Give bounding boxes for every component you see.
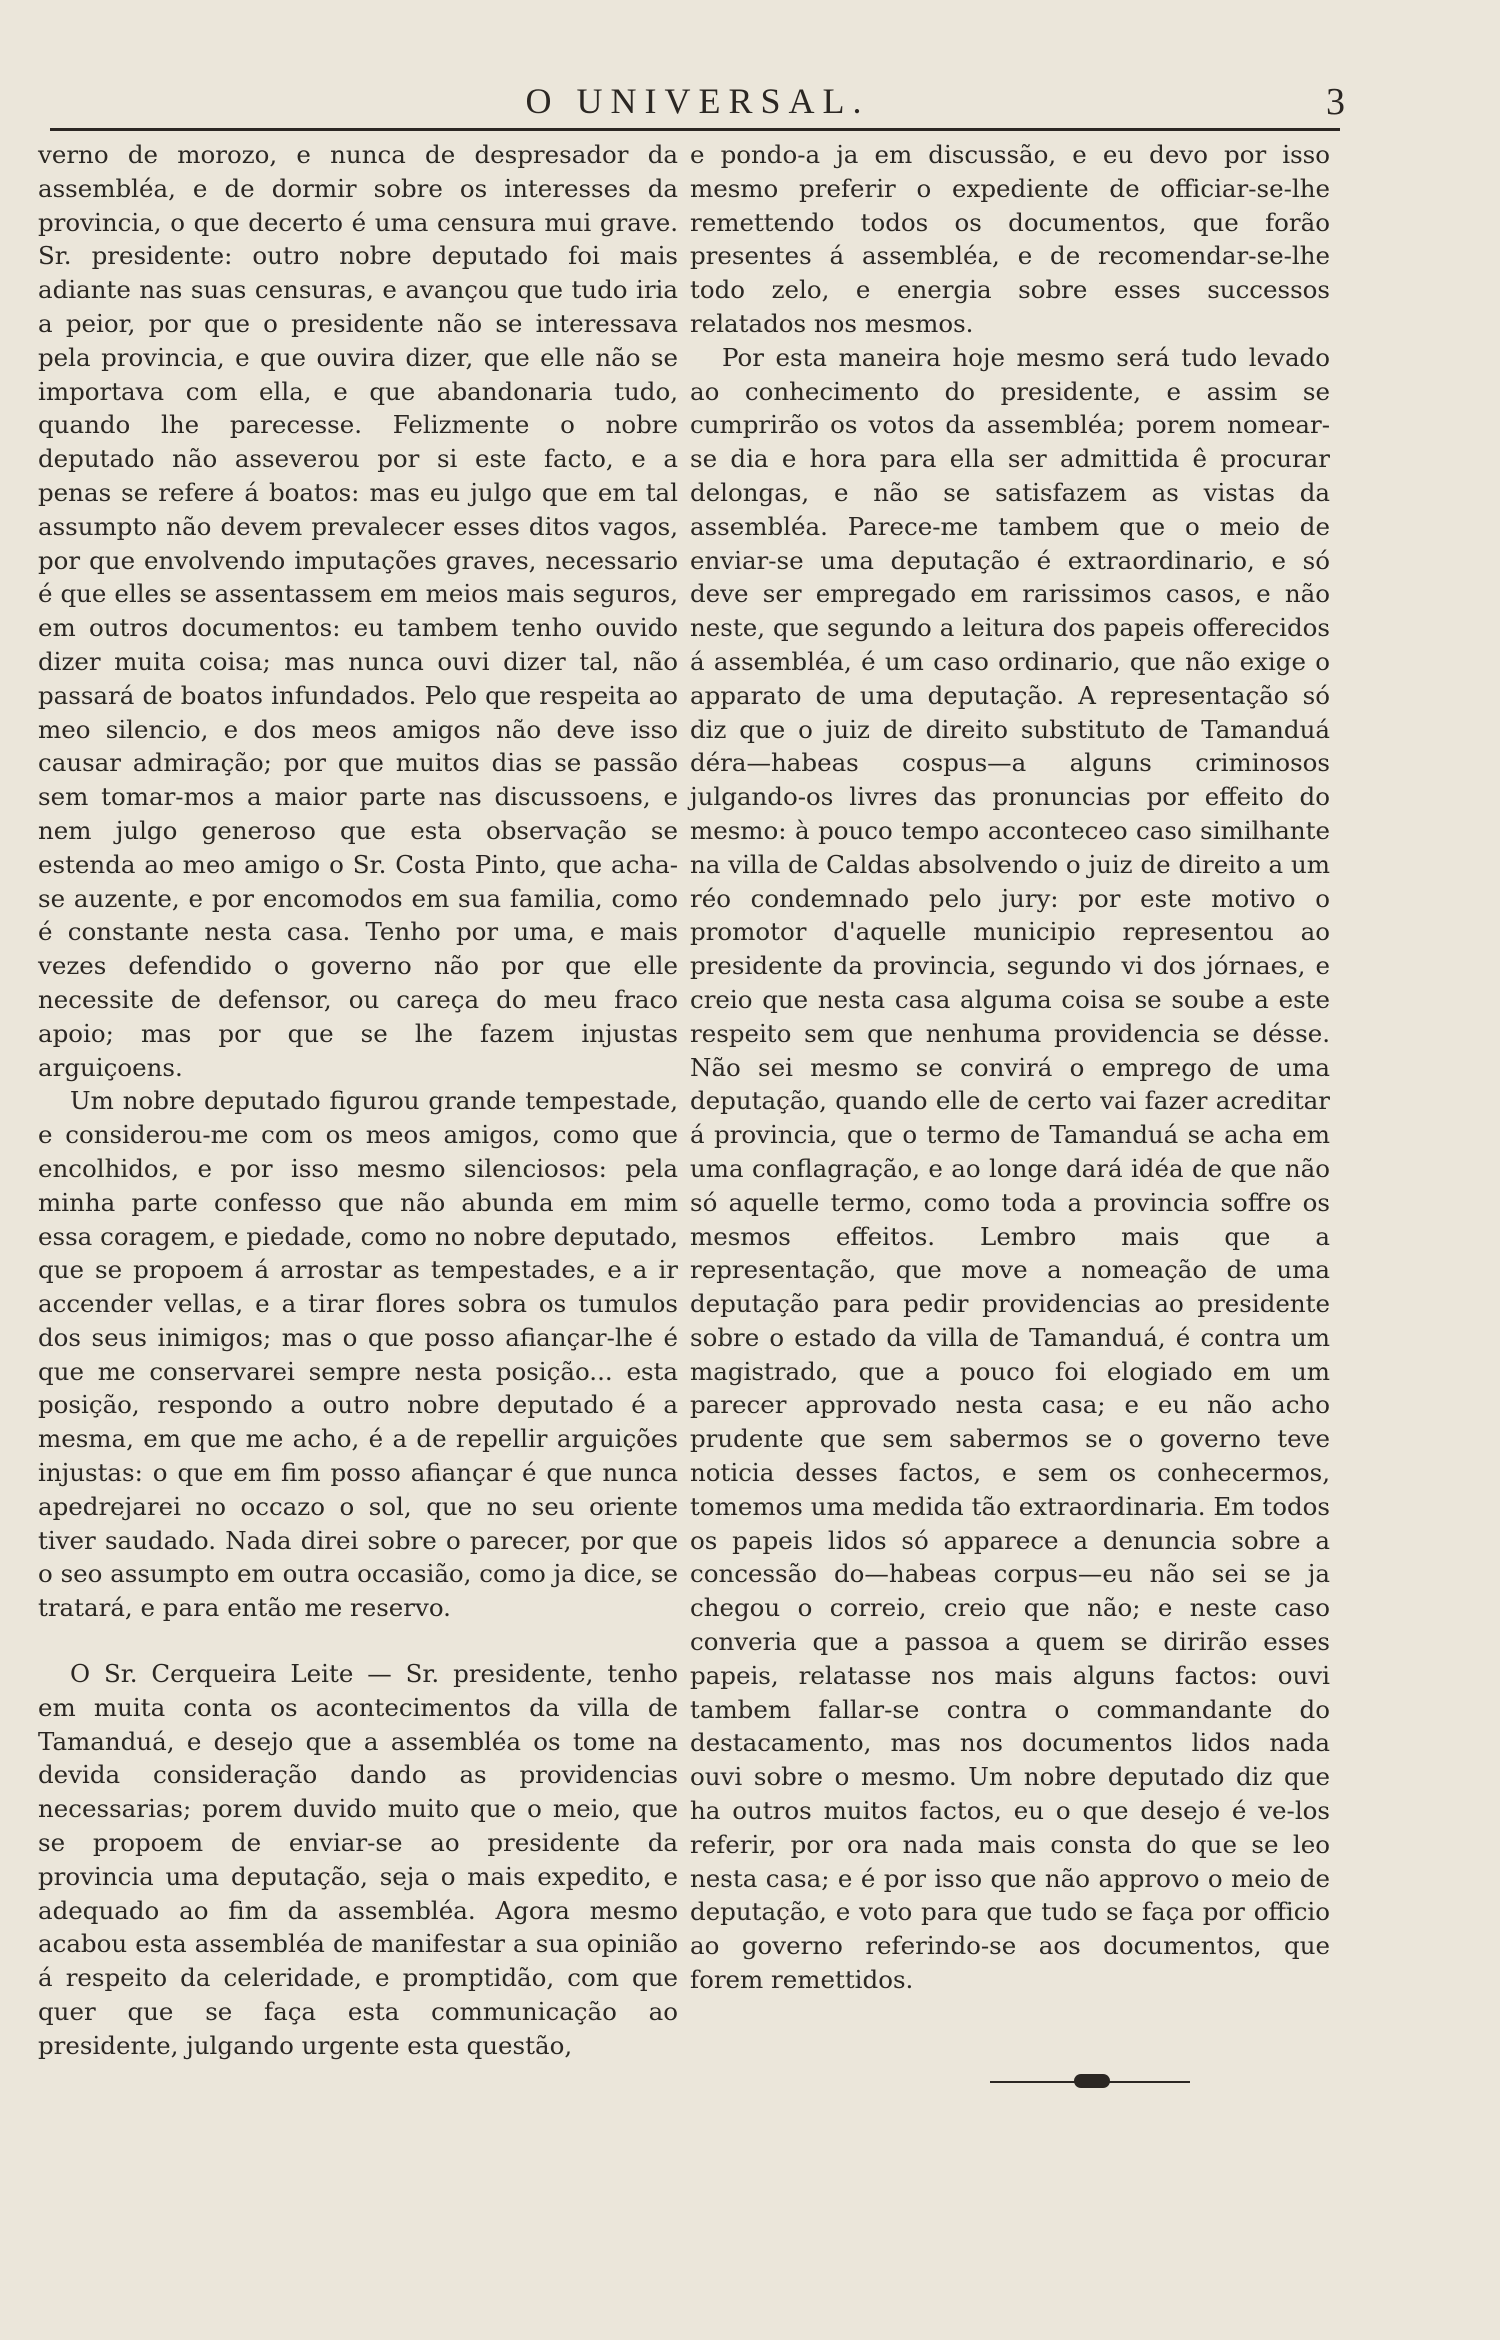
end-ornament: [990, 2072, 1190, 2092]
header-rule: [50, 128, 1340, 131]
paragraph: Um nobre deputado figurou grande tempestade, e considerou-me com os meos amigos, como que encolhidos, e por isso mesmo silenciosos: pela minha parte confesso que não abunda em mim essa coragem, e piedade, como no nobre deputado, que se propoem á arrostar as tempestades, e a ir accender vellas, e a tirar flores sobra os tumulos dos seus inimigos; mas o que posso afiançar-lhe é que me conservarei sempre nesta posição... esta posição, respondo a outro nobre deputado é a mesma, em que me acho, é a de repellir arguições injustas: o que em fim posso afiançar é que nunca apedrejarei no occazo o sol, que no seu oriente tiver saudado. Nada direi sobre o parecer, por que o seo assumpto em outra occasião, como ja dice, se tratará, e para então me reservo.: [38, 1086, 678, 1623]
right-column: [690, 138, 1330, 1997]
paragraph: O Sr. Cerqueira Leite — Sr. presidente, tenho em muita conta os acontecimentos da villa de Tamanduá, e desejo que a assembléa os tome na devida consideração dando as providencias necessarias; porem duvido muito que o meio, que se propoem de enviar-se ao presidente da provincia uma deputação, seja o mais expedito, e adequado ao fim da assembléa. Agora mesmo acabou esta assembléa de manifestar a sua opinião á respeito da celeridade, e promptidão, com que quer que se faça esta communicação ao presidente, julgando urgente esta questão,: [38, 1659, 678, 2060]
paragraph: Por esta maneira hoje mesmo será tudo levado ao conhecimento do presidente, e assim se cumprirão os votos da assembléa; porem nomear-se dia e hora para ella ser admittida ê procurar delongas, e não se satisfazem as vistas da assembléa. Parece-me tambem que o meio de enviar-se uma deputação é extraordinario, e só deve ser empregado em rarissimos casos, e não neste, que segundo a leitura dos papeis offerecidos á assembléa, é um caso ordinario, que não exige o apparato de uma deputação. A representação só diz que o juiz de direito substituto de Tamanduá déra—habeas cospus—a alguns criminosos julgando-os livres das pronuncias por effeito do mesmo: à pouco tempo acconteceo caso similhante na villa de Caldas absolvendo o juiz de direito a um réo condemnado pelo jury: por este motivo o promotor d'aquelle municipio representou ao presidente da provincia, segundo vi dos jórnaes, e creio que nesta casa alguma coisa se soube a este respeito sem que nenhuma providencia se désse. Não sei mesmo se convirá o emprego de uma deputação, quando elle de certo vai fazer acreditar á provincia, que o termo de Tamanduá se acha em uma conflagração, e ao longe dará idéa de que não só aquelle termo, como toda a provincia soffre os mesmos effeitos. Lembro mais que a representação, que move a nomeação de uma deputação para pedir providencias ao presidente sobre o estado da villa de Tamanduá, é contra um magistrado, que a pouco foi elogiado em um parecer approvado nesta casa; e eu não acho prudente que sem sabermos se o governo teve noticia desses factos, e sem os conhecermos, tomemos uma medida tão extraordinaria. Em todos os papeis lidos só apparece a denuncia sobre a concessão do—habeas corpus—eu não sei se ja chegou o correio, creio que não; e neste caso converia que a passoa a quem se dirirão esses papeis, relatasse nos mais alguns factos: ouvi tambem fallar-se contra o commandante do destacamento, mas nos documentos lidos nada ouvi sobre o mesmo. Um nobre deputado diz que ha outros muitos factos, eu o que desejo é ve-los referir, por ora nada mais consta do que se leo nesta casa; e é por isso que não approvo o meio de deputação, e voto para que tudo se faça por officio ao governo referindo-se aos documentos, que forem remettidos.: [690, 342, 1330, 1995]
page-number: 3: [1326, 81, 1345, 123]
paragraph: e pondo-a ja em discussão, e eu devo por isso mesmo preferir o expediente de officiar-se-lhe remettendo todos os documentos, que forão presentes á assembléa, e de recomendar-se-lhe todo zelo, e energia sobre esses successos relatados nos mesmos.: [690, 140, 1330, 338]
left-column: [38, 138, 678, 2063]
newspaper-title: O UNIVERSAL.: [525, 81, 870, 121]
paragraph: verno de morozo, e nunca de despresador da assembléa, e de dormir sobre os interesses da provincia, o que decerto é uma censura mui grave. Sr. presidente: outro nobre deputado foi mais adiante nas suas censuras, e avançou que tudo iria a peior, por que o presidente não se interessava pela provincia, e que ouvira dizer, que elle não se importava com ella, e que abandonaria tudo, quando lhe parecesse. Felizmente o nobre deputado não asseverou por si este facto, e a penas se refere á boatos: mas eu julgo que em tal assumpto não devem prevalecer esses ditos vagos, por que envolvendo imputações graves, necessario é que elles se assentassem em meios mais seguros, em outros documentos: eu tambem tenho ouvido dizer muita coisa; mas nunca ouvi dizer tal, não passará de boatos infundados. Pelo que respeita ao meo silencio, e dos meos amigos não deve isso causar admiração; por que muitos dias se passão sem tomar-mos a maior parte nas discussoens, e nem julgo generoso que esta observação se estenda ao meo amigo o Sr. Costa Pinto, que acha-se auzente, e por encomodos em sua familia, como é constante nesta casa. Tenho por uma, e mais vezes defendido o governo não por que elle necessite de defensor, ou careça do meu fraco apoio; mas por que se lhe fazem injustas arguiçoens.: [38, 140, 678, 1082]
masthead: [50, 80, 1345, 128]
